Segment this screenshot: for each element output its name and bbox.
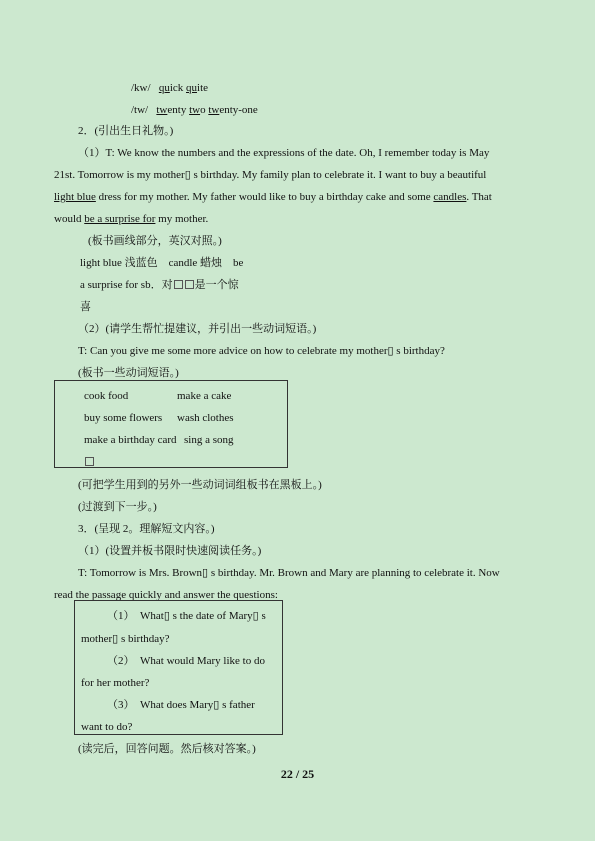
vocab-row-2: a surprise for sb．对 是一个惊 <box>80 279 239 291</box>
vocab-row-3: 喜 <box>80 301 91 313</box>
para-1-line-2: 21st. Tomorrow is my mother▯ s birthday. My family plan to celebrate it. I want to buy a beautiful <box>54 169 487 181</box>
section-3-text-2: read the passage quickly and answer the questions: <box>54 589 278 601</box>
part-2-note: (板书一些动词短语。) <box>78 367 179 379</box>
phonics-tw <box>131 103 258 117</box>
note-transition: (过渡到下一步。) <box>78 501 157 513</box>
vocab-heading: (板书画线部分，英汉对照。) <box>88 235 222 247</box>
page-number: 22 / 25 <box>280 767 315 781</box>
phonics-kw <box>131 81 208 95</box>
phonics-symbol: /kw/ <box>131 82 151 94</box>
phrase-cell: make a birthday card <box>84 434 177 446</box>
tail-note: (读完后，回答问题。然后核对答案。) <box>78 743 256 755</box>
word-two: two <box>189 104 206 116</box>
word-twenty-one: twenty-one <box>208 104 258 116</box>
vocab-row-1: light blue 浅蓝色 candle 蜡烛 be <box>80 257 244 269</box>
question-2-cont: for her mother? <box>81 677 150 689</box>
section-3-text-1: T: Tomorrow is Mrs. Brown▯ s birthday. Mr. Brown and Mary are planning to celebrate it. Now <box>78 567 500 579</box>
word-quick: quick <box>158 82 184 94</box>
phrase-cell: make a cake <box>177 390 232 402</box>
question-1-cont: mother▯ s birthday? <box>81 633 170 645</box>
question-3-cont: want to do? <box>81 721 133 733</box>
note-extra-phrases: (可把学生用到的另外一些动词词组板书在黑板上。) <box>78 479 322 491</box>
word-twenty: twenty <box>156 104 187 116</box>
phrase-cell: buy some flowers <box>84 412 163 424</box>
question-1: （1） What▯ s the date of Mary▯ s <box>107 610 266 622</box>
part-2-question: T: Can you give me some more advice on how to celebrate my mother▯ s birthday? <box>78 345 445 357</box>
section-2-heading: 2．(引出生日礼物。) <box>78 125 174 137</box>
para-1-line-3: light blue dress for my mother. My father would like to buy a birthday cake and some candles. That <box>54 191 492 203</box>
word-quite: quite <box>186 82 209 94</box>
question-3: （3） What does Mary▯ s father <box>107 699 255 711</box>
para-1-line-4: would be a surprise for my mother. <box>54 213 209 225</box>
section-3-sub: （1）(设置并板书限时快速阅读任务。) <box>78 545 262 557</box>
part-2-heading: （2）(请学生帮忙提建议，并引出一些动词短语。) <box>78 323 317 335</box>
phrase-cell: sing a song <box>184 434 234 446</box>
question-2: （2） What would Mary like to do <box>107 655 265 667</box>
placeholder-box <box>84 455 95 469</box>
phrase-cell: wash clothes <box>177 412 234 424</box>
phrase-cell: cook food <box>84 390 129 402</box>
placeholder-box <box>185 280 194 289</box>
para-1-line-1: （1）T: We know the numbers and the expressions of the date. Oh, I remember today is May <box>78 147 490 159</box>
section-3-heading: 3．(呈现 2。理解短文内容。) <box>78 523 215 535</box>
phonics-symbol: /tw/ <box>131 104 149 116</box>
placeholder-box <box>174 280 183 289</box>
